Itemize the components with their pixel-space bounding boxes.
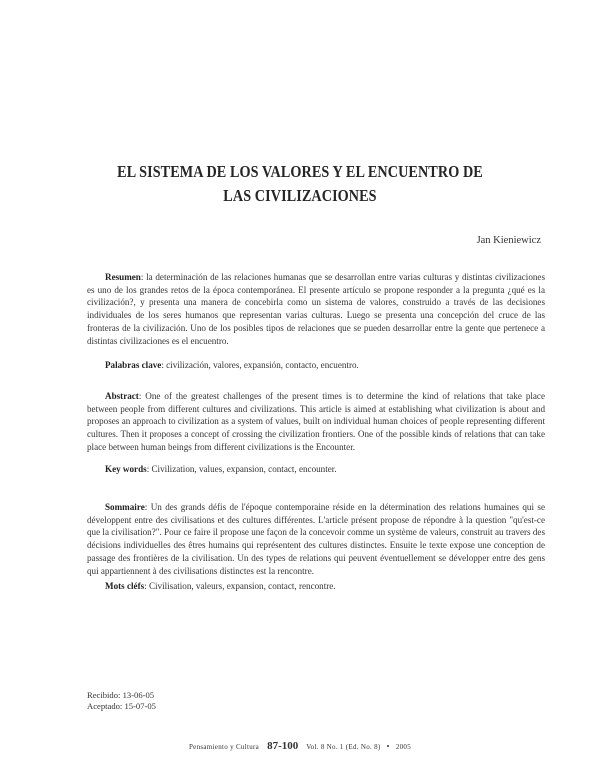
submission-dates xyxy=(87,690,156,712)
journal-name: Pensamiento y Cultura xyxy=(188,743,260,751)
resumen-label: Resumen xyxy=(105,272,141,282)
palabras-clave-line xyxy=(105,360,359,370)
sommaire-text: : Un des grands défis de l'époque contemporaine réside en la détermination des relations humaines qui se développent entre des civilisations et des cultures différentes. L'article présent propose de répondre à la question "qu'est-ce que la civilisation?". Pour ce faire il propose une façon de la concevoir comme un système de valeurs, construit au travers des décisions individuelles des êtres humains qui représentent des cultures distinctes. Ensuite le texte expose une conception de passage des frontières de la civilisation. Un des types de relations qui peuvent éventuellement se développer entre des gens qui appartiennent à des civilisations distinctes est la rencontre. xyxy=(87,502,545,576)
resumen-paragraph xyxy=(87,271,545,347)
abstract-label: Abstract xyxy=(105,391,139,401)
resumen-text: : la determinación de las relaciones humanas que se desarrollan entre varias culturas y distintas civilizaciones es uno de los grandes retos de la época contemporánea. El presente artículo se propone responder a la pregunta ¿qué es la civilización?, y presenta una manera de concebirla como un sistema de valores, construido a través de las decisiones individuales de los seres humanos que representan varias culturas. Luego se presenta una concepción del cruce de las fronteras de la civilización. Uno de los posibles tipos de relaciones que se pueden desarrollar entre la gente que pertenece a distintas civilizaciones es el encuentro. xyxy=(87,272,545,346)
author-name: Jan Kieniewicz xyxy=(476,235,541,246)
bullet-separator: • xyxy=(386,742,390,751)
abstract-text: : One of the greatest challenges of the present times is to determine the kind of relations that take place between people from different cultures and civilizations. This article is aimed at establishing what civilization is about and proposes an approach to civilization as a system of values, built on individual human choices of people representing different cultures. Then it proposes a concept of crossing the civilization frontiers. One of the possible kinds of relations that can take place between human beings from different civilizations is the Encounter. xyxy=(87,391,545,452)
palabras-clave-text: : civilización, valores, expansión, contacto, encuentro. xyxy=(161,360,359,370)
sommaire-paragraph xyxy=(87,501,545,577)
sommaire-label: Sommaire xyxy=(105,502,145,512)
page-footer xyxy=(0,740,600,752)
palabras-clave-label: Palabras clave xyxy=(105,360,162,370)
key-words-line xyxy=(105,464,337,474)
mots-clefs-line xyxy=(105,581,336,591)
key-words-text: : Civilization, values, expansion, contact, encounter. xyxy=(146,464,337,474)
received-date: Recibido: 13-06-05 xyxy=(87,690,155,700)
mots-clefs-label: Mots cléfs xyxy=(105,581,145,591)
volume-info: Vol. 8 No. 1 (Ed. No. 8) xyxy=(306,743,381,751)
page-range: 87-100 xyxy=(267,740,299,752)
accepted-date: Aceptado: 15-07-05 xyxy=(87,701,156,711)
key-words-label: Key words xyxy=(105,464,147,474)
abstract-paragraph xyxy=(87,390,545,454)
publication-year: 2005 xyxy=(395,743,412,751)
mots-clefs-text: : Civilisation, valeurs, expansion, contact, rencontre. xyxy=(144,581,336,591)
article-title: EL SISTEMA DE LOS VALORES Y EL ENCUENTRO DE LAS CIVILIZACIONES xyxy=(117,162,483,205)
